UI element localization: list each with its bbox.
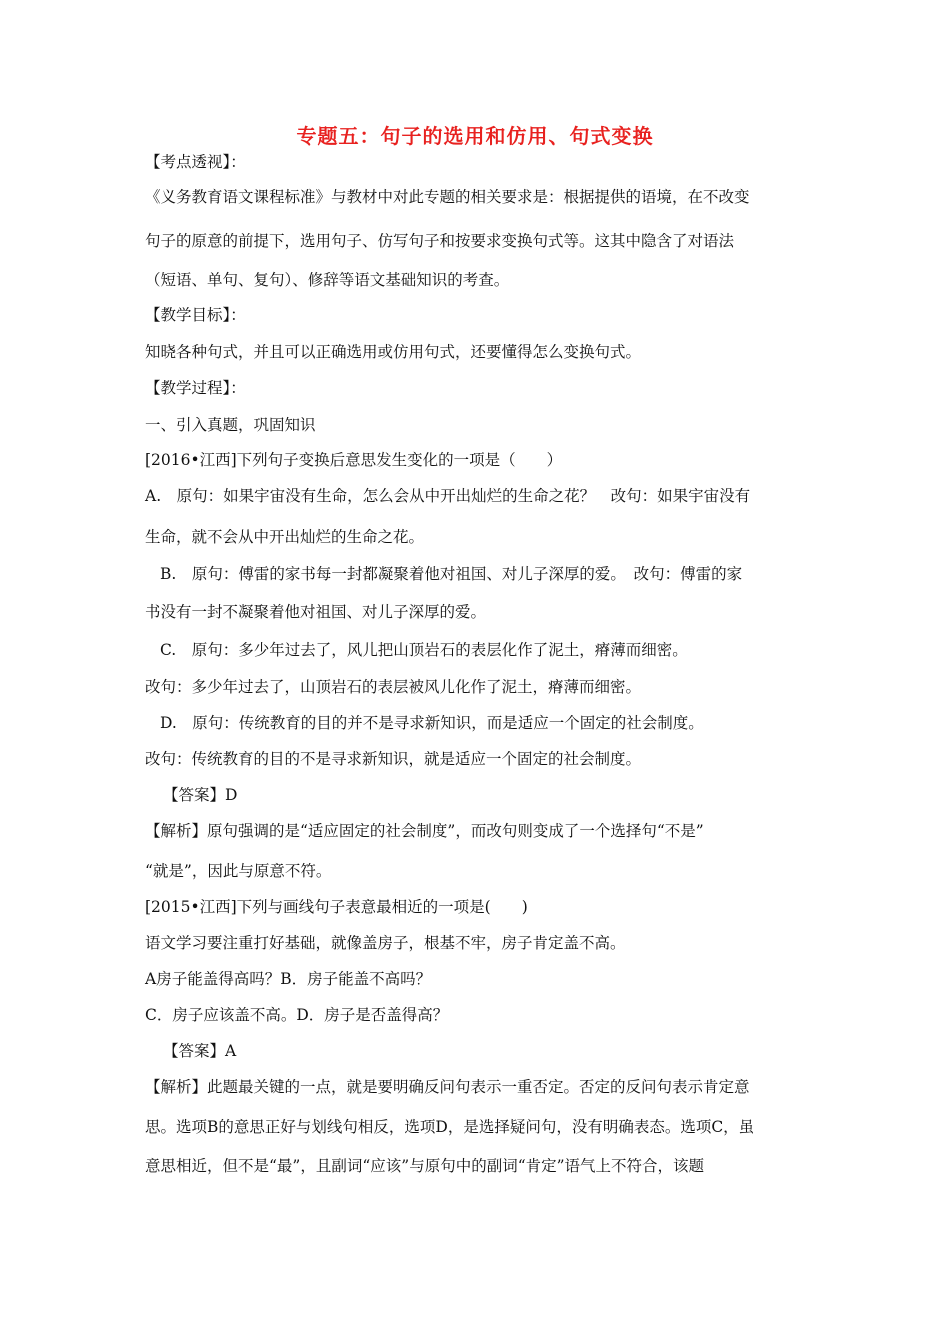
option-b-cont: 书没有一封不凝聚着他对祖国、对儿子深厚的爱。 [145,603,487,621]
page-title: 专题五：句子的选用和仿用、句式变换 [296,124,654,148]
section-heading-mubiao: 【教学目标】： [145,306,246,324]
question-stem: [2015•江西]下列与画线句子表意最相近的一项是( ) [145,898,528,916]
answer: 【答案】A [163,1042,237,1060]
analysis-cont: “就是”，因此与原意不符。 [145,862,332,880]
option-a-cont: 生命，就不会从中开出灿烂的生命之花。 [145,528,425,546]
subheading: 一、引入真题，巩固知识 [145,416,316,434]
paragraph-line: 《义务教育语文课程标准》与教材中对此专题的相关要求是：根据提供的语境，在不改变 [145,188,750,206]
analysis-cont: 意思相近，但不是“最”，且副词“应该”与原句中的副词“肯定”语气上不符合，该题 [145,1157,705,1175]
option-b: B. 原句：傅雷的家书每一封都凝聚着他对祖国、对儿子深厚的爱。 改句：傅雷的家 [160,565,743,583]
question-stem: [2016•江西]下列句子变换后意思发生变化的一项是（ ） [145,451,563,469]
paragraph-line: （短语、单句、复句）、修辞等语文基础知识的考查。 [145,271,510,289]
analysis-cont: 思。选项B的意思正好与划线句相反，选项D，是选择疑问句，没有明确表态。选项C，虽 [145,1118,755,1136]
options-cd: C．房子应该盖不高。D．房子是否盖得高？ [145,1006,449,1024]
option-d-cont: 改句：传统教育的目的不是寻求新知识，就是适应一个固定的社会制度。 [145,750,642,768]
option-c: C. 原句：多少年过去了，风儿把山顶岩石的表层化作了泥土，瘠薄而细密。 [160,641,688,659]
analysis: 【解析】此题最关键的一点，就是要明确反问句表示一重否定。否定的反问句表示肯定意 [145,1078,750,1096]
options-ab: A房子能盖得高吗？B．房子能盖不高吗？ [145,970,432,988]
section-heading-guocheng: 【教学过程】： [145,379,246,397]
option-a: A. 原句：如果宇宙没有生命，怎么会从中开出灿烂的生命之花？ 改句：如果宇宙没有 [145,487,751,505]
analysis: 【解析】原句强调的是“适应固定的社会制度”，而改句则变成了一个选择句“不是” [145,822,704,840]
option-d: D. 原句：传统教育的目的并不是寻求新知识，而是适应一个固定的社会制度。 [160,714,704,732]
paragraph-line: 句子的原意的前提下，选用句子、仿写句子和按要求变换句式等。这其中隐含了对语法 [145,232,735,250]
underlined-sentence: 语文学习要注重打好基础，就像盖房子，根基不牢，房子肯定盖不高。 [145,934,626,952]
paragraph-line: 知晓各种句式，并且可以正确选用或仿用句式，还要懂得怎么变换句式。 [145,343,642,361]
section-heading-kaodian: 【考点透视】： [145,153,246,171]
option-c-cont: 改句：多少年过去了，山顶岩石的表层被风儿化作了泥土，瘠薄而细密。 [145,678,642,696]
answer: 【答案】D [163,786,238,804]
